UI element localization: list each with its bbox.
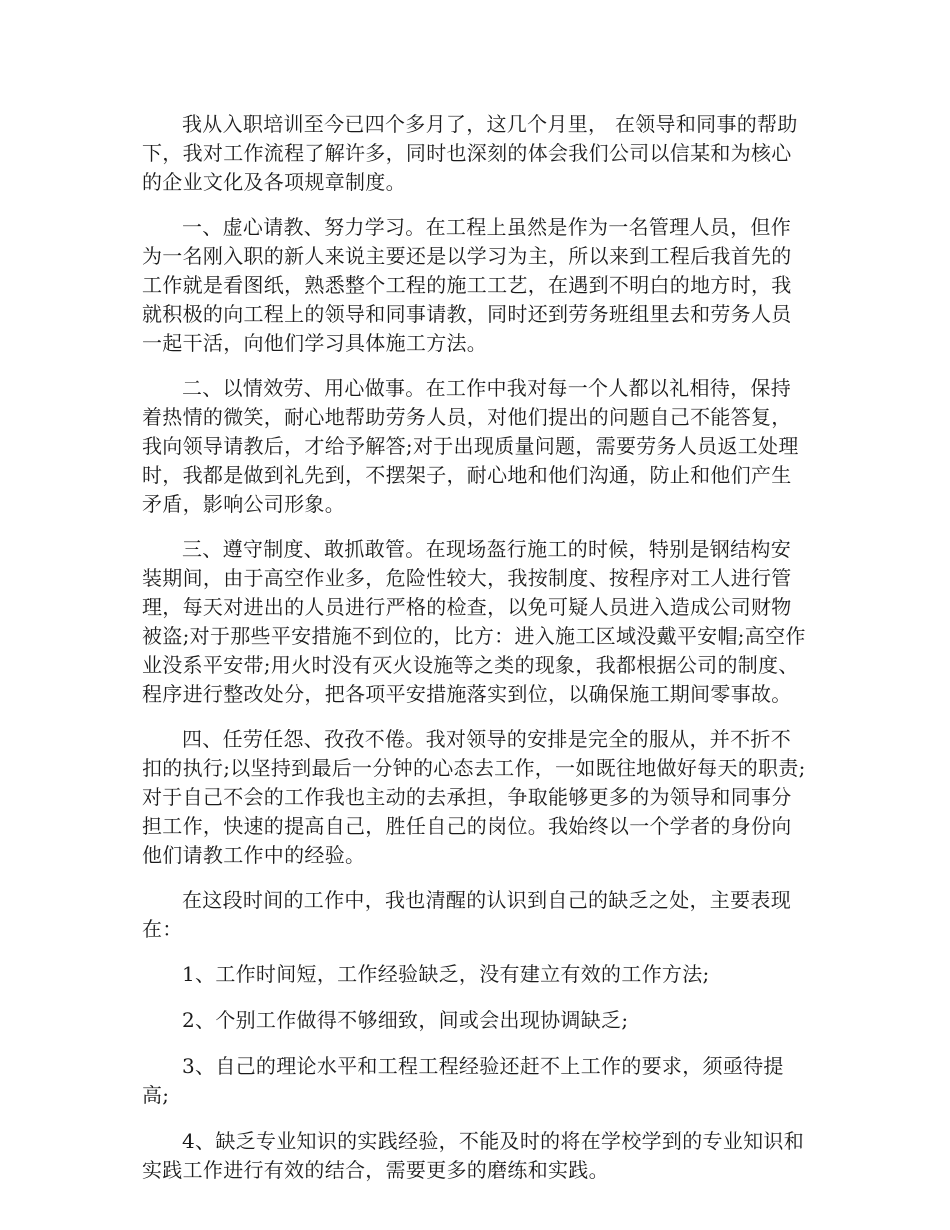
shortcoming-item-2: 2、个别工作做得不够细致，间或会出现协调缺乏; xyxy=(182,1008,629,1032)
shortcomings-intro-paragraph: 在这段时间的工作中，我也清醒的认识到自己的缺乏之处，主要表现在： xyxy=(142,888,791,941)
section-one-paragraph: 一、虚心请教、努力学习。在工程上虽然是作为一名管理人员，但作为一名刚入职的新人来说主要还是以学习为主，所以来到工程后我首先的工作就是看图纸，熟悉整个工程的施工工艺，在遇到不明白的地方时，我就积极的向工程上的领导和同事请教，同时还到劳务班组里去和劳务人员一起干活，向他们学习具体施工方法。 xyxy=(142,215,792,355)
intro-paragraph: 我从入职培训至今已四个多月了，这几个月里， 在领导和同事的帮助下，我对工作流程了解许多，同时也深刻的体会我们公司以信某和为核心的企业文化及各项规章制度。 xyxy=(142,112,798,194)
section-two-paragraph: 二、以情效劳、用心做事。在工作中我对每一个人都以礼相待，保持着热情的微笑，耐心地帮助劳务人员，对他们提出的问题自己不能答复，我向领导请教后，才给予解答;对于出现质量问题，需要劳务人员返工处理时，我都是做到礼先到，不摆架子，耐心地和他们沟通，防止和他们产生矛盾，影响公司形象。 xyxy=(142,376,799,516)
shortcoming-item-4: 4、缺乏专业知识的实践经验，不能及时的将在学校学到的专业知识和实践工作进行有效的结合，需要更多的磨练和实践。 xyxy=(142,1129,805,1182)
document-body xyxy=(142,110,810,1202)
shortcoming-item-1: 1、工作时间短，工作经验缺乏，没有建立有效的工作方法; xyxy=(182,962,710,986)
section-four-paragraph: 四、任劳任怨、孜孜不倦。我对领导的安排是完全的服从，并不折不扣的执行;以坚持到最后一分钟的心态去工作，一如既往地做好每天的职责;对于自己不会的工作我也主动的去承担，争取能够更多的为领导和同事分担工作，快速的提高自己，胜任自己的岗位。我始终以一个学者的身份向他们请教工作中的经验。 xyxy=(142,727,806,867)
section-three-paragraph: 三、遵守制度、敢抓敢管。在现场盔行施工的时候，特别是钢结构安装期间，由于高空作业多，危险性较大，我按制度、按程序对工人进行管理，每天对进出的人员进行严格的检查，以免可疑人员进入造成公司财物被盗;对于那些平安措施不到位的，比方：进入施工区域没戴平安帽;高空作业没系平安带;用火时没有灭火设施等之类的现象，我都根据公司的制度、程序进行整改处分，把各项平安措施落实到位，以确保施工期间零事故。 xyxy=(142,537,806,706)
shortcoming-item-3: 3、自己的理论水平和工程工程经验还赶不上工作的要求，须亟待提高; xyxy=(142,1054,784,1107)
